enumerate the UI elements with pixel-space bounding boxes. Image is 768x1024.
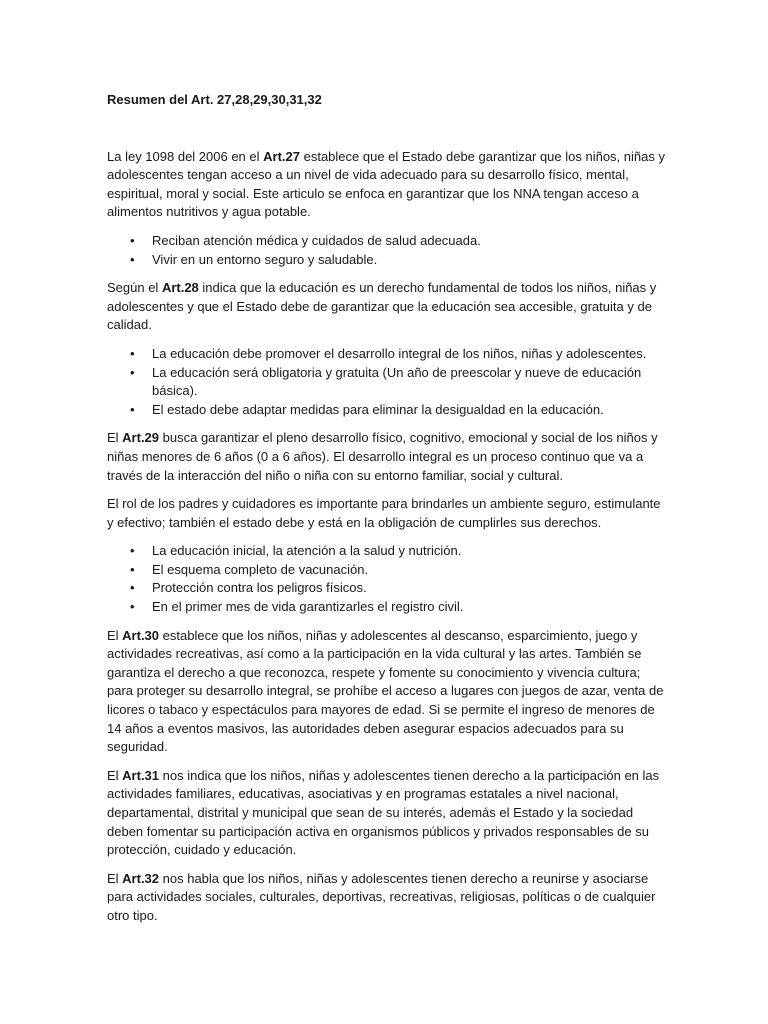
art28-paragraph	[107, 279, 668, 335]
list-item: • El estado debe adaptar medidas para eliminar la desigualdad en la educación.	[152, 401, 668, 420]
art31-text: nos indica que los niños, niñas y adolescentes tienen derecho a la participación en las actividades familiares, educativas, asociativas y en programas estatales a nivel nacional, departamental, distrital y municipal que sean de su interés, además el Estado y la sociedad deben fomentar su participación activa en organismos públicos y privados responsables de su protección, cuidado y educación.	[107, 767, 660, 858]
list-item: • Reciban atención médica y cuidados de salud adecuada.	[152, 232, 668, 251]
title-spacer	[107, 110, 668, 148]
list-item: • La educación debe promover el desarrollo integral de los niños, niñas y adolescentes.	[152, 345, 668, 364]
art32-label: Art.32	[122, 870, 160, 886]
art29-intro: El	[107, 430, 123, 446]
art30-paragraph	[107, 627, 668, 757]
art30-intro: El	[107, 627, 123, 643]
art31-label: Art.31	[122, 767, 160, 783]
art28-bullet-list	[107, 345, 668, 419]
document-title: Resumen del Art. 27,28,29,30,31,32	[107, 92, 322, 107]
art27-intro: La ley 1098 del 2006 en el	[107, 148, 264, 164]
art29-paragraph	[107, 429, 668, 485]
art27-text: establece que el Estado debe garantizar que los niños, niñas y adolescentes tengan acceso a un nivel de vida adecuado para su desarrollo físico, mental, espiritual, moral y social. Este articulo se enfoca en garantizar que los NNA tengan acceso a alimentos nutritivos y agua potable.	[107, 148, 665, 220]
art32-intro: El	[107, 870, 123, 886]
art31-paragraph	[107, 767, 668, 860]
list-item: • Vivir en un entorno seguro y saludable.	[152, 251, 668, 270]
art28-text: indica que la educación es un derecho fundamental de todos los niños, niñas y adolescentes y que el Estado debe de garantizar que la educación sea accesible, gratuita y de calidad.	[107, 280, 657, 333]
art28-label: Art.28	[161, 280, 199, 296]
list-item: • El esquema completo de vacunación.	[152, 561, 668, 580]
art30-text: establece que los niños, niñas y adolescentes al descanso, esparcimiento, juego y actividades recreativas, así como a la participación en la vida cultural y las artes. También se garantiza el derecho a que reconozca, respete y fomente su conocimiento y vivencia cultura; para proteger su desarrollo integral, se prohíbe el acceso a lugares con juegos de azar, venta de licores o tabaco y espectáculos para mayores de edad. Si se permite el ingreso de menores de 14 años a eventos masivos, las autoridades deben asegurar espacios adecuados para su seguridad.	[107, 627, 664, 755]
art30-label: Art.30	[122, 627, 160, 643]
art27-label: Art.27	[263, 148, 300, 164]
art32-paragraph	[107, 870, 668, 926]
art31-intro: El	[107, 767, 123, 783]
art29-extra-paragraph: El rol de los padres y cuidadores es importante para brindarles un ambiente seguro, estimulante y efectivo; también el estado debe y está en la obligación de cumplirles sus derechos.	[107, 496, 661, 530]
list-item: • La educación inicial, la atención a la salud y nutrición.	[152, 542, 668, 561]
art27-bullet-list	[107, 232, 668, 269]
list-item: • En el primer mes de vida garantizarles el registro civil.	[152, 598, 668, 617]
art32-text: nos habla que los niños, niñas y adolescentes tienen derecho a reunirse y asociarse para actividades sociales, culturales, deportivas, recreativas, religiosas, políticas o de cualquier otro tipo.	[107, 870, 656, 923]
art28-intro: Según el	[107, 280, 162, 296]
list-item: • La educación será obligatoria y gratuita (Un año de preescolar y nueve de educación básica).	[152, 364, 668, 401]
art29-label: Art.29	[122, 430, 160, 446]
art27-paragraph	[107, 148, 668, 222]
art29-bullet-list	[107, 542, 668, 616]
list-item: • Protección contra los peligros físicos.	[152, 579, 668, 598]
art29-text: busca garantizar el pleno desarrollo físico, cognitivo, emocional y social de los niños y niñas menores de 6 años (0 a 6 años). El desarrollo integral es un proceso continuo que va a través de la interacción del niño o niña con su entorno familiar, social y cultural.	[107, 430, 658, 483]
